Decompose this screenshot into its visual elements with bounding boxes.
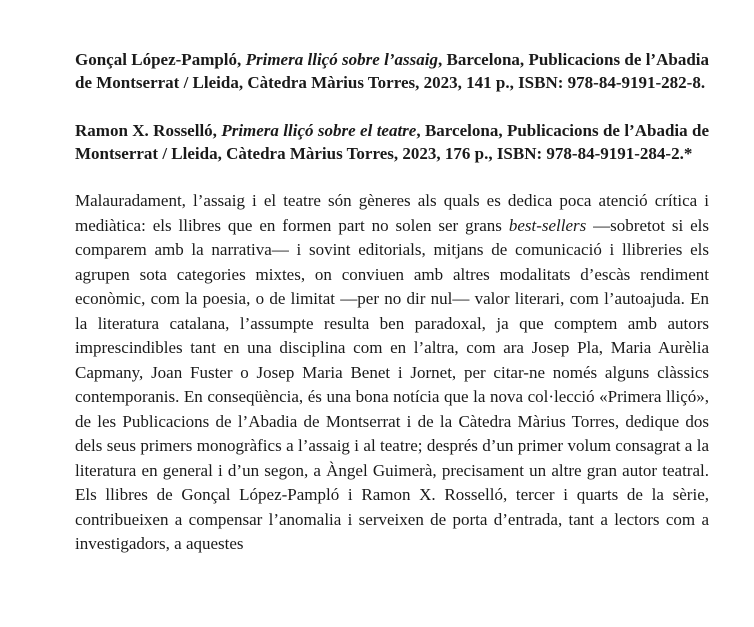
reference-1-author: Gonçal López-Pampló,	[75, 50, 246, 69]
body-paragraph	[75, 189, 709, 557]
reference-2-details: , Barcelona, Publicacions de l’Abadia de Montserrat / Lleida, Càtedra Màrius Torres, 2023, 176 p., ISBN: 978-84-9191-284-2.*	[75, 121, 709, 163]
body-text-part-1: Malauradament, l’assaig i el teatre són gèneres als quals es dedica poca atenció crítica i mediàtica: els llibres que en formen part no solen ser grans	[75, 191, 709, 235]
reference-1-details: , Barcelona, Publicacions de l’Abadia de Montserrat / Lleida, Càtedra Màrius Torres, 2023, 141 p., ISBN: 978-84-9191-282-8.	[75, 50, 709, 92]
reference-2-title: Primera lliçó sobre el teatre	[221, 121, 417, 140]
reference-2	[75, 119, 709, 165]
review-page	[75, 48, 709, 557]
reference-1-title: Primera lliçó sobre l’assaig	[245, 50, 438, 69]
body-italic-term: best-sellers	[508, 215, 587, 235]
reference-2-author: Ramon X. Rosselló,	[75, 121, 222, 140]
reference-1	[75, 48, 709, 94]
body-text-part-2: —sobretot si els comparem amb la narrativa— i sovint editorials, mitjans de comunicació i llibreries els agrupen sota categories mixtes, on conviuen amb altres modalitats d’escàs rendiment econòmic, com la poesia, o de limitat —per no dir nul— valor literari, com l’autoajuda. En la literatura catalana, l’assumpte resulta ben paradoxal, ja que comptem amb autors imprescindibles tant en una disciplina com en l’altra, com ara Josep Pla, Maria Aurèlia Capmany, Joan Fuster o Josep Maria Benet i Jornet, per citar-ne només alguns clàssics contemporanis. En conseqüència, és una bona notícia que la nova col·lecció «Primera lliçó», de les Publicacions de l’Abadia de Montserrat i de la Càtedra Màrius Torres, dedique dos dels seus primers monogràfics a l’assaig i al teatre; després d’un primer volum consagrat a la literatura en general i d’un segon, a Àngel Guimerà, precisament un altre gran autor teatral. Els llibres de Gonçal López-Pampló i Ramon X. Rosselló, tercer i quarts de la sèrie, contribueixen a compensar l’anomalia i serveixen de porta d’entrada, tant a lectors com a investigadors, a aquestes	[75, 215, 709, 553]
